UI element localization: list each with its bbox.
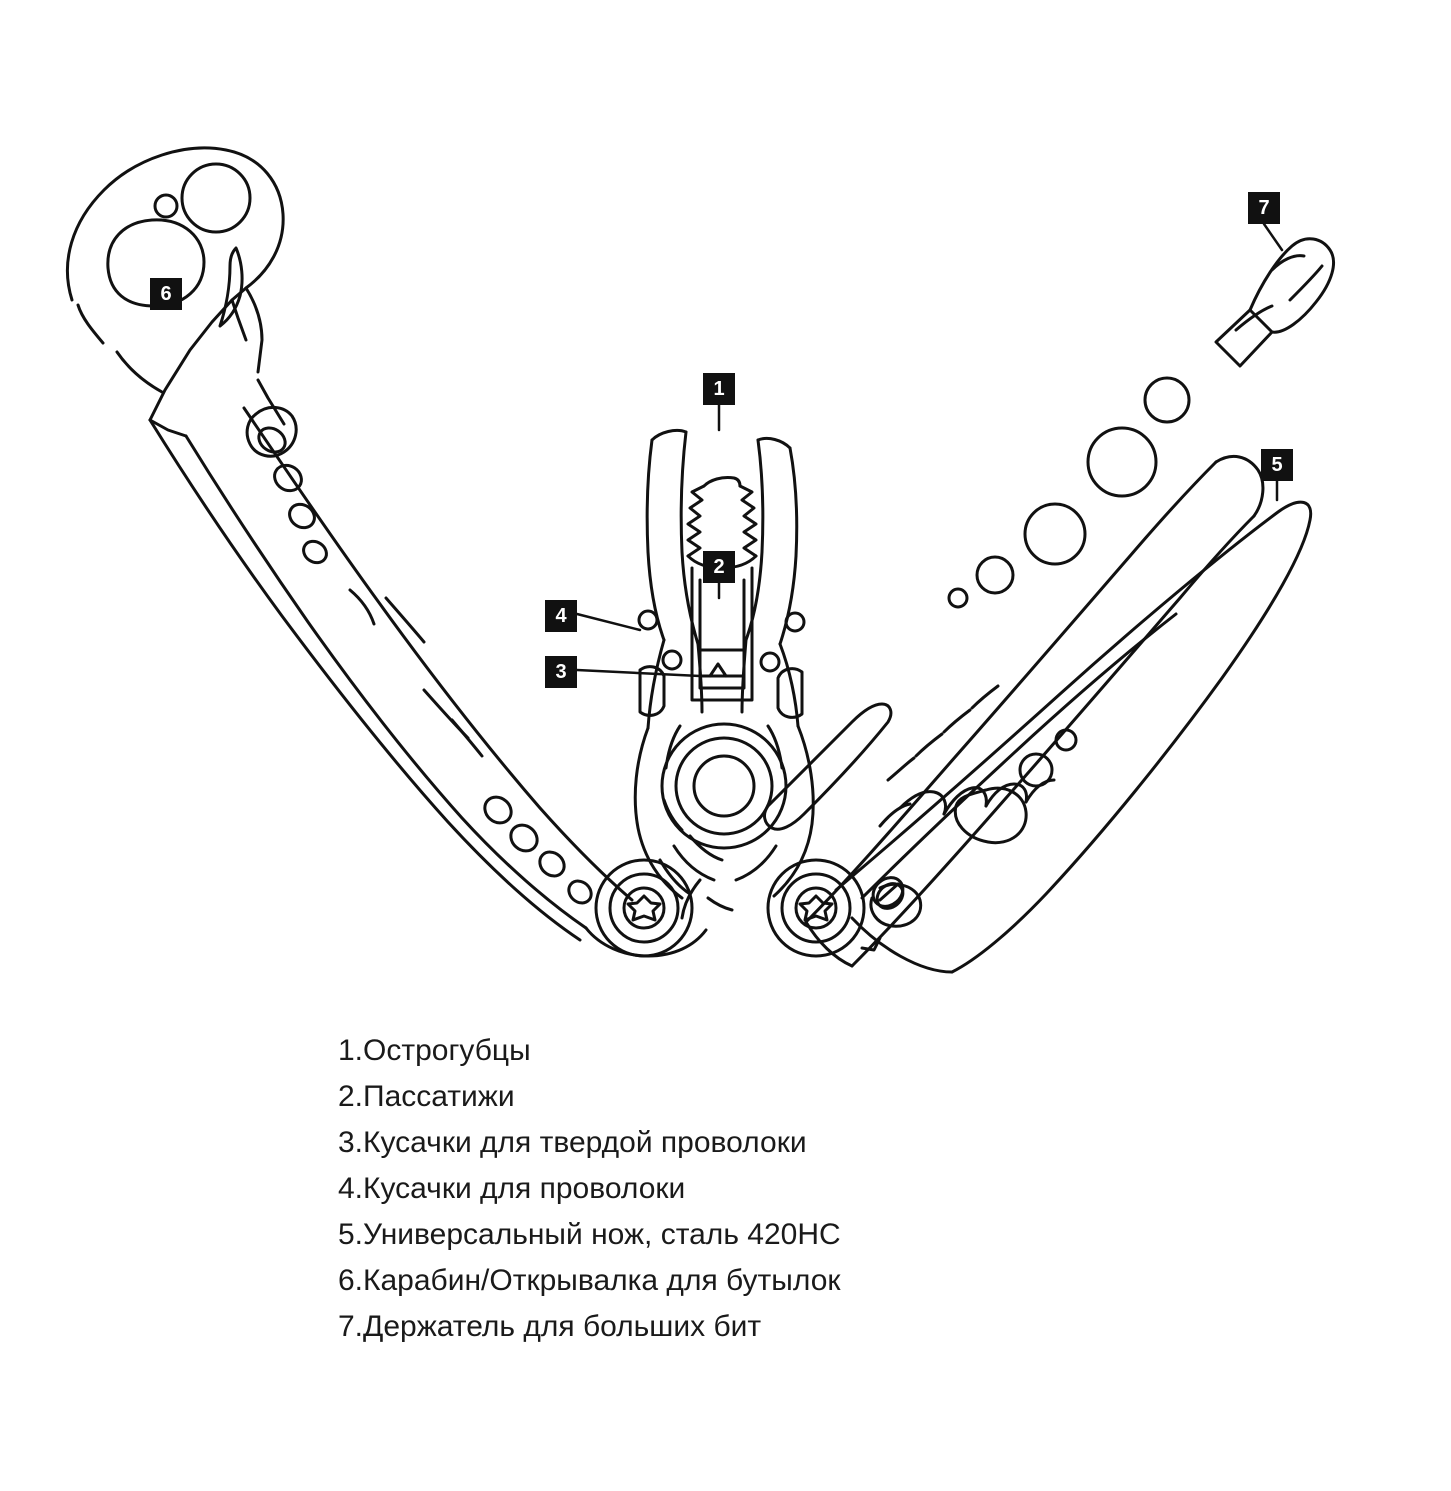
legend-item: 4.Кусачки для проволоки <box>338 1172 686 1205</box>
utility-knife-blade <box>836 502 1311 972</box>
callout-badge-2[interactable]: 2 <box>703 551 735 583</box>
legend-item: 3.Кусачки для твердой проволоки <box>338 1126 807 1159</box>
legend-item: 6.Карабин/Открывалка для бутылок <box>338 1264 841 1297</box>
large-bit-driver <box>1216 239 1334 366</box>
callout-badge-5[interactable]: 5 <box>1261 449 1293 481</box>
legend-item: 1.Острогубцы <box>338 1034 531 1067</box>
callout-badge-7[interactable]: 7 <box>1248 192 1280 224</box>
legend-item: 2.Пассатижи <box>338 1080 515 1113</box>
left-handle-holes <box>247 407 595 907</box>
callout-badge-6[interactable]: 6 <box>150 278 182 310</box>
callout-badge-4[interactable]: 4 <box>545 600 577 632</box>
legend-list <box>338 1028 1238 1350</box>
callout-badge-3[interactable]: 3 <box>545 656 577 688</box>
legend-item: 5.Универсальный нож, сталь 420HC <box>338 1218 841 1251</box>
legend-item: 7.Держатель для больших бит <box>338 1310 762 1343</box>
callout-badge-1[interactable]: 1 <box>703 373 735 405</box>
